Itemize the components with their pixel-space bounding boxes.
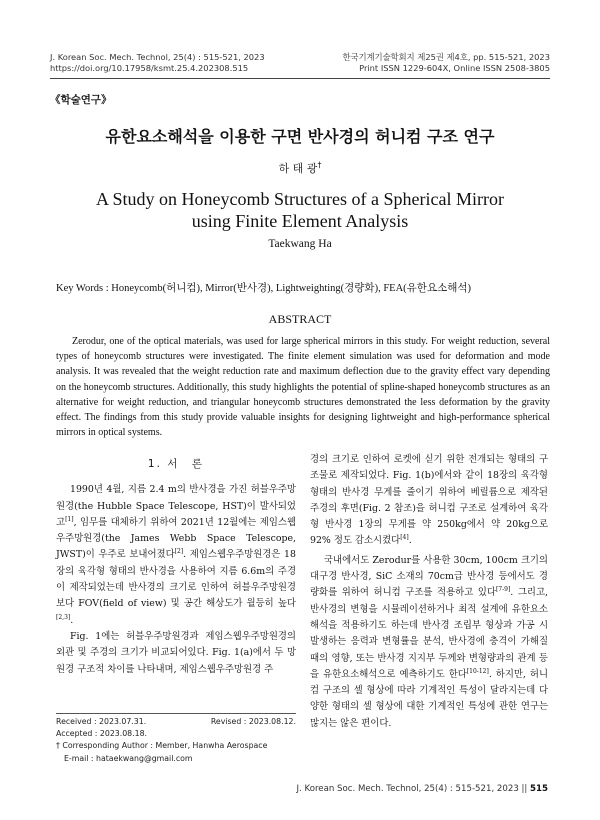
author-korean <box>0 160 600 176</box>
right-column <box>310 452 548 732</box>
citation[interactable]: [4] <box>400 534 409 542</box>
received-date: Received : 2023.07.31. <box>56 717 147 726</box>
intro-paragraph-2: Fig. 1에는 허블우주망원경과 제임스웹우주망원경의 외관 및 주경의 크기가 비교되어있다. Fig. 1(a)에서 두 망원경 구조적 차이를 나타내며, 제임스웹우주망원경 주 <box>56 630 296 675</box>
left-column <box>56 452 296 678</box>
footnote <box>56 716 296 765</box>
journal-citation-ko: 한국기계기술학회지 제25권 제4호, pp. 515-521, 2023 <box>342 52 550 62</box>
page-footer <box>297 784 549 794</box>
abstract-title: ABSTRACT <box>268 312 332 326</box>
page-header <box>50 52 550 74</box>
corresponding-author: † Corresponding Author : Member, Hanwha Aerospace <box>56 741 268 751</box>
author-english: Taekwang Ha <box>268 238 332 250</box>
intro-paragraph-1: 1990년 4월, 지름 2.4 m의 반사경을 가진 허블우주망원경(the Hubble Space Telescope, HST)이 발사되었고[1], 임무를 대체하기 위하여 2021년 12월에는 제임스웹우주망원경(the James Webb Space Telescope, JWST)이 우주로 보내어졌다[2]. 제임스웹우주망원경은 18장의 육각형 형태의 반사경을 사용하여 지름 6.6m의 주경이 제작되었는데 반사경의 크기로 인하여 허블우주망원경보다 FOV(field of view) 및 공간 해상도가 월등히 높다[2,3]. <box>56 484 296 626</box>
keywords-list: Honeycomb(허니컴), Mirror(반사경), Lightweighting(경량화), FEA(유한요소해석) <box>111 283 472 294</box>
corresponding-mark: † <box>317 160 322 170</box>
intro-paragraph-4: 국내에서도 Zerodur를 사용한 30cm, 100cm 크기의 대구경 반사경, SiC 소재의 70cm급 반사경 등에서도 경량화를 위하여 허니컴 구조를 적용하고 있다[7-9]. 그리고, 반사경의 변형을 시뮬레이션하거나 최적 설계에 유한요소해석을 적용하기도 하는데 반사경 조립부 형상과 가공 시 발생하는 응력과 변형률을 분석, 반사경에 충격이 가해질 때의 영향, 또는 반사경 지지부 두께와 변형량과의 관계 등을 유한요소해석으로 예측하기도 한다[10-12]. 하지만, 허니컴 구조의 셀 형상에 따라 기계적인 특성이 달라지는데 다양한 형태의 셀 형상에 대한 기계적인 특성에 관한 연구는 많지는 않은 편이다. <box>310 554 549 729</box>
citation[interactable]: [10-12] <box>466 667 489 675</box>
author-korean-name: 하 태 광 <box>278 162 318 175</box>
page-number: 515 <box>530 784 548 794</box>
keywords-label: Key Words : <box>56 283 109 294</box>
title-english-line2: using Finite Element Analysis <box>191 211 409 231</box>
footnote-divider <box>56 713 296 714</box>
footer-citation: J. Korean Soc. Mech. Technol, 25(4) : 515-521, 2023 || <box>296 784 528 794</box>
title-korean: 유한요소해석을 이용한 구면 반사경의 허니컴 구조 연구 <box>105 127 495 146</box>
section-heading-introduction: 1. 서 론 <box>147 458 205 470</box>
keywords <box>56 280 550 295</box>
article-category: 《학술연구》 <box>50 94 112 106</box>
citation[interactable]: [2] <box>174 548 184 556</box>
issn: Print ISSN 1229-604X, Online ISSN 2508-3805 <box>359 63 550 73</box>
citation[interactable]: [7-9] <box>495 586 511 594</box>
title-english <box>0 188 600 232</box>
journal-citation: J. Korean Soc. Mech. Technol, 25(4) : 515-521, 2023 <box>50 52 265 62</box>
doi-link[interactable]: https://doi.org/10.17958/ksmt.25.4.202308.515 <box>50 63 249 73</box>
email[interactable]: E-mail : hataekwang@gmail.com <box>64 753 193 763</box>
header-divider <box>50 78 550 79</box>
citation[interactable]: [2,3] <box>56 613 71 621</box>
revised-date: Revised : 2023.08.12. <box>210 717 296 726</box>
abstract-body: Zerodur, one of the optical materials, was used for large spherical mirrors in this study. For weight reduction, several types of honeycomb structures were investigated. The finite element simulation was used for deformation and mode analysis. It was revealed that the weight reduction rate and maximum deflection due to the gravity effect vary depending on the honeycomb structures. Additionally, this study highlights the potential of spline-shaped honeycomb structures as an alternative for weight reduction, and triangular honeycomb structures demonstrated the less deformation by the gravity effect. The findings from this study provide valuable insights for designing lightweight and high-performance spherical mirrors in optical systems. <box>56 336 550 439</box>
intro-paragraph-3: 경의 크기로 인하여 로켓에 싣기 위한 전개되는 형태의 구조물로 제작되었다. Fig. 1(b)에서와 같이 18장의 육각형 형태의 반사경 무게를 줄이기 위하여 베릴륨으로 제작된 주경의 후면(Fig. 2 참조)을 허니컴 구조로 설계하여 육각형 반사경 1장의 무게를 약 250kg에서 약 20kg으로 92% 정도 감소시켰다[4]. <box>310 454 548 547</box>
title-english-line1: A Study on Honeycomb Structures of a Spherical Mirror <box>96 189 504 209</box>
citation[interactable]: [1] <box>65 515 74 523</box>
accepted-date: Accepted : 2023.08.18. <box>56 729 148 739</box>
